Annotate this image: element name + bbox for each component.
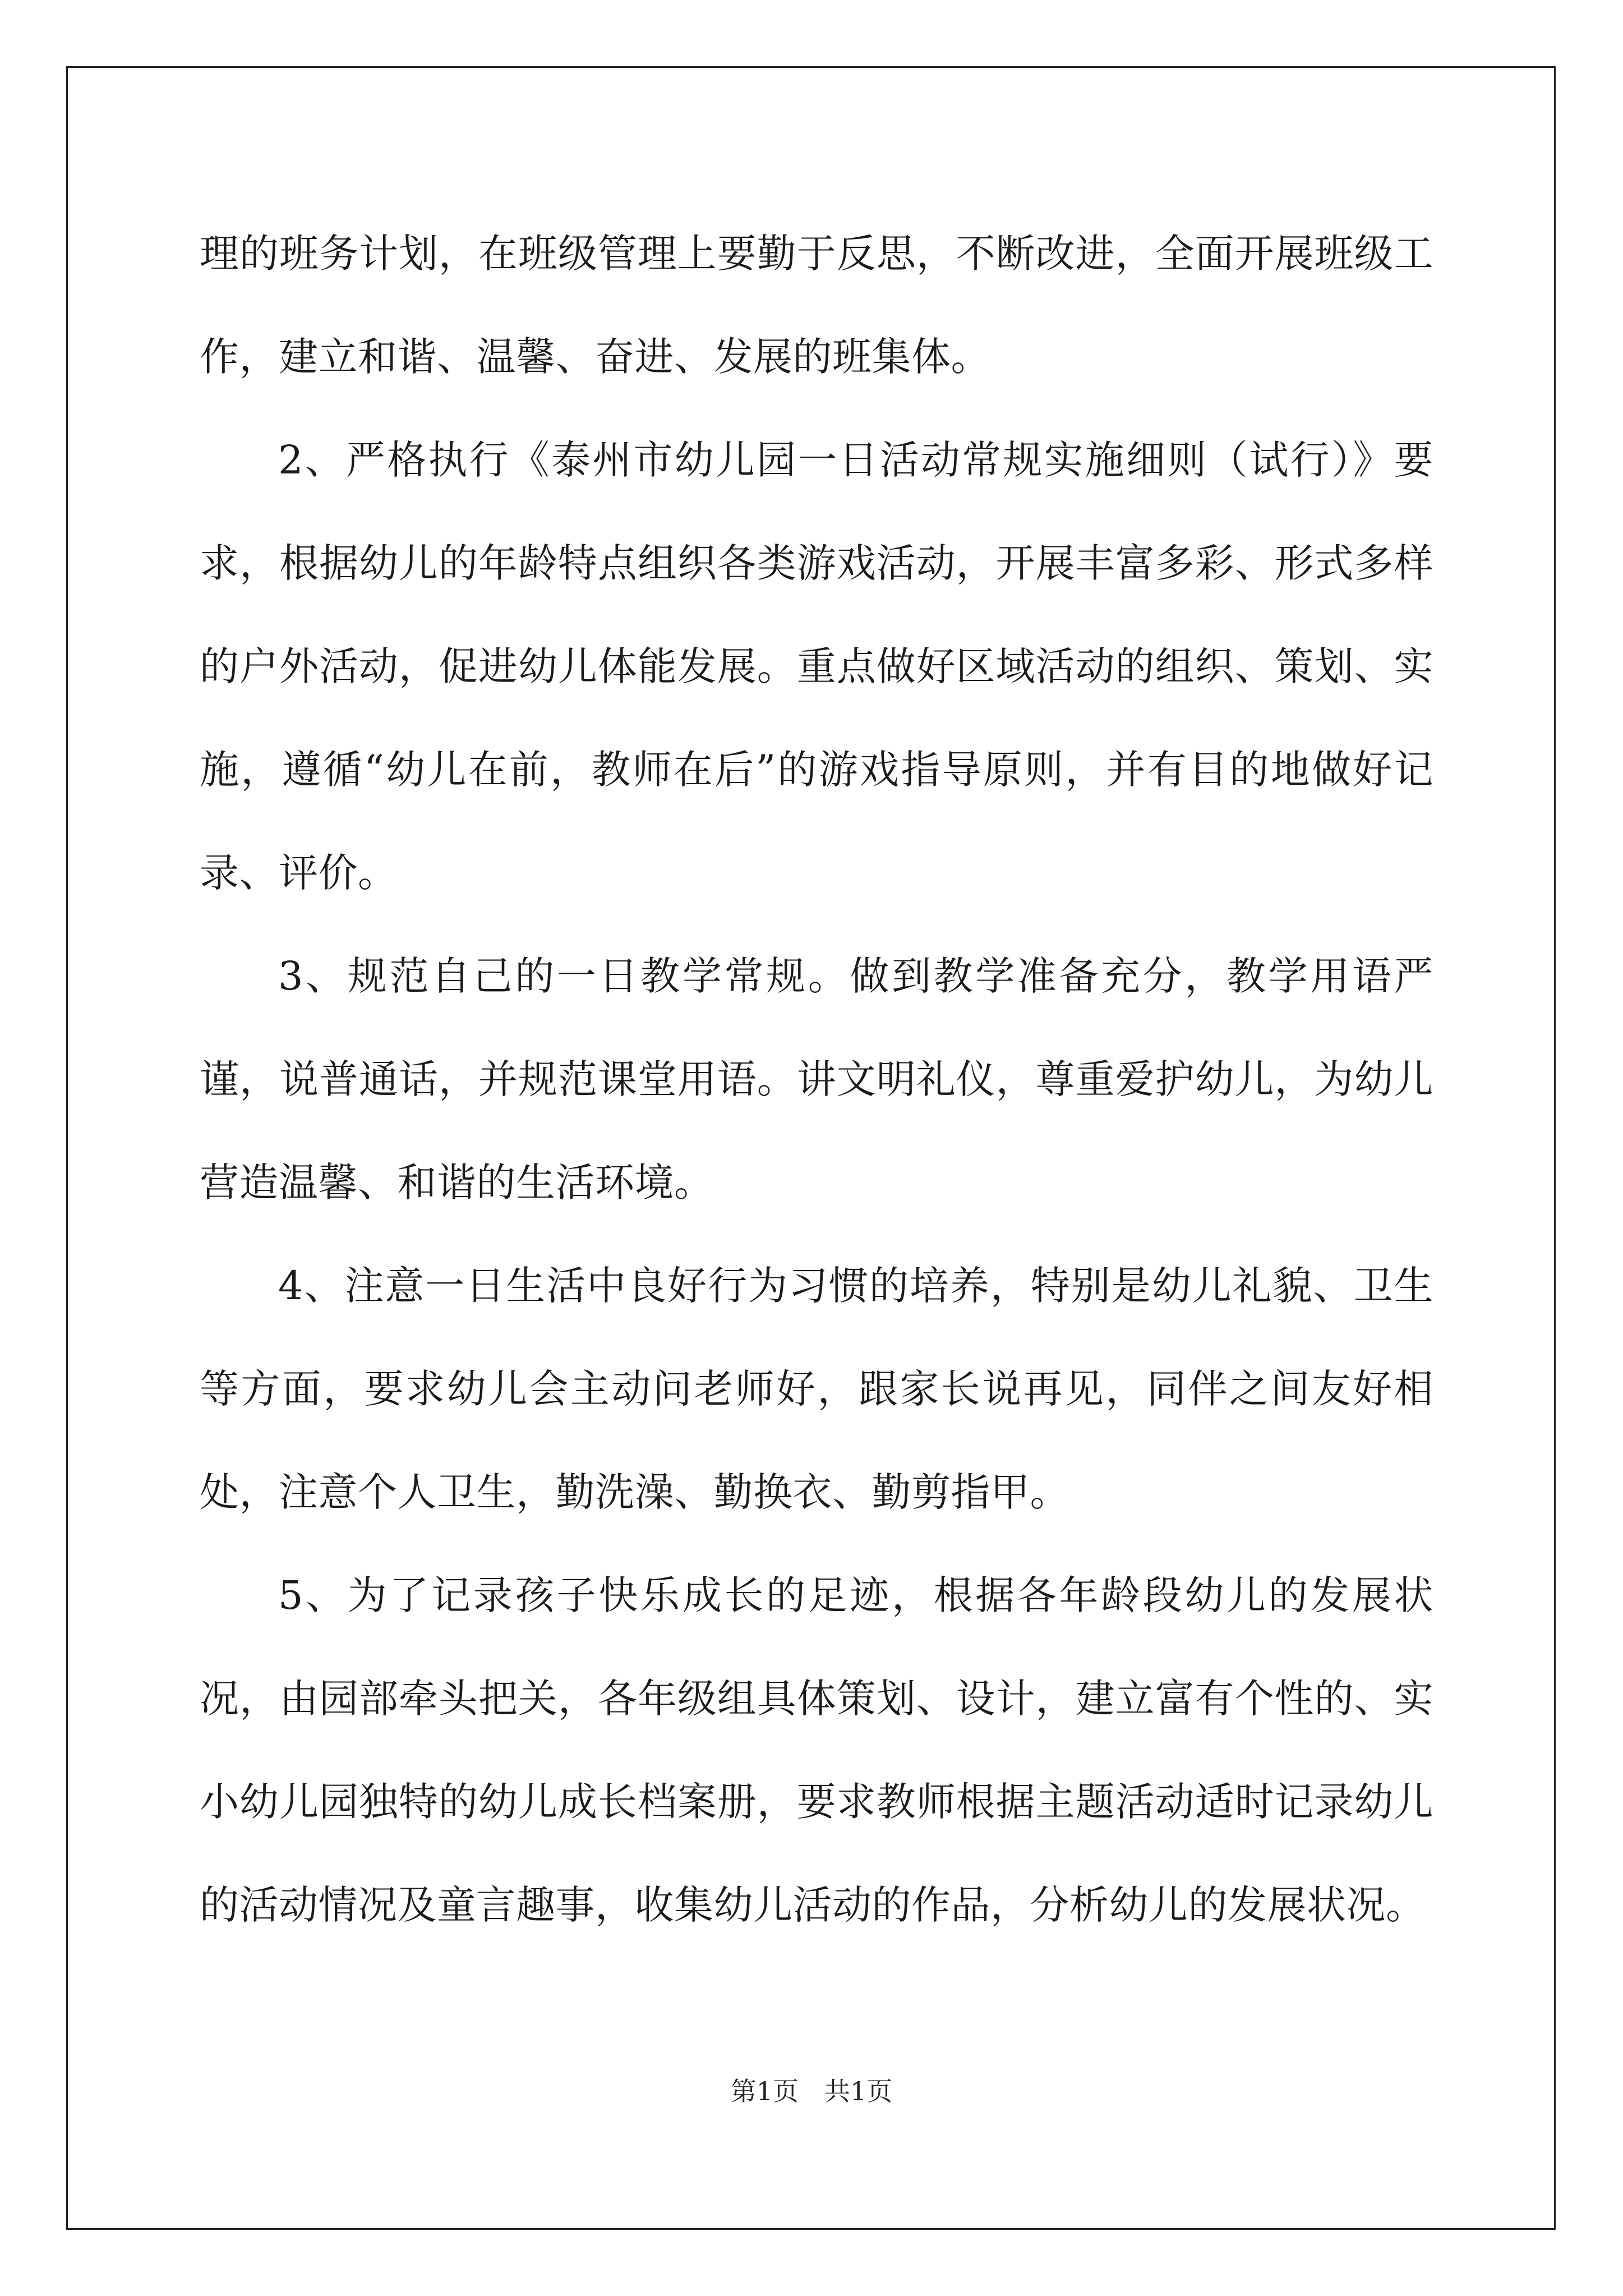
- page-number-footer: 第1页 共1页: [730, 2076, 893, 2106]
- document-body: [200, 202, 1433, 1957]
- paragraph-3: 3、规范自己的一日教学常规。做到教学准备充分，教学用语严谨，说普通话，并规范课堂用语。讲文明礼仪，尊重爱护幼儿，为幼儿营造温馨、和谐的生活环境。: [200, 953, 1433, 1205]
- paragraph-4: 4、注意一日生活中良好行为习惯的培养，特别是幼儿礼貌、卫生等方面，要求幼儿会主动问老师好，跟家长说再见，同伴之间友好相处，注意个人卫生，勤洗澡、勤换衣、勤剪指甲。: [200, 1263, 1433, 1515]
- paragraph-2: 2、严格执行《泰州市幼儿园一日活动常规实施细则（试行）》要求，根据幼儿的年龄特点组织各类游戏活动，开展丰富多彩、形式多样的户外活动，促进幼儿体能发展。重点做好区域活动的组织、策划、实施，遵循“幼儿在前，教师在后”的游戏指导原则，并有目的地做好记录、评价。: [200, 437, 1433, 896]
- paragraph-1: 理的班务计划，在班级管理上要勤于反思，不断改进，全面开展班级工作，建立和谐、温馨、奋进、发展的班集体。: [200, 231, 1433, 380]
- paragraph-5: 5、为了记录孩子快乐成长的足迹，根据各年龄段幼儿的发展状况，由园部牵头把关，各年级组具体策划、设计，建立富有个性的、实小幼儿园独特的幼儿成长档案册，要求教师根据主题活动适时记录幼儿的活动情况及童言趣事，收集幼儿活动的作品，分析幼儿的发展状况。: [200, 1572, 1433, 1928]
